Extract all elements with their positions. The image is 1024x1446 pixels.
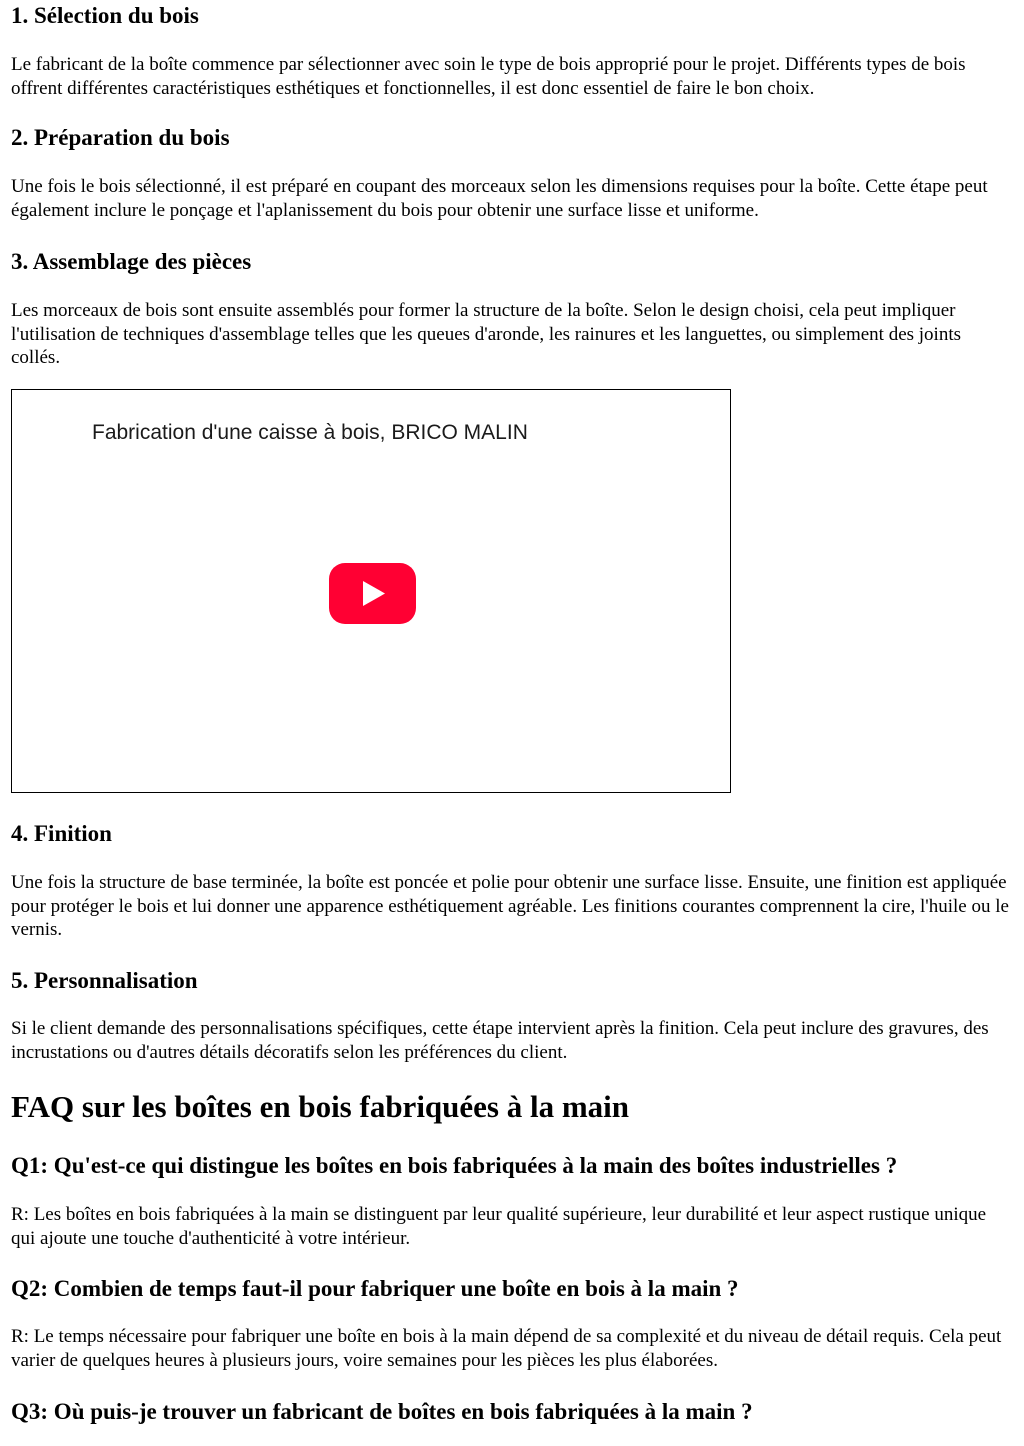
play-button[interactable] bbox=[329, 563, 416, 624]
section-body-personnalisation: Si le client demande des personnalisations spécifiques, cette étape intervient après la finition. Cela peut inclure des gravures, des incrustations ou d'autres détails décoratifs selon les préférences du client. bbox=[11, 1018, 989, 1063]
section-heading-preparation: 2. Préparation du bois bbox=[11, 125, 230, 150]
section-heading-personnalisation: 5. Personnalisation bbox=[11, 968, 198, 993]
section-body-preparation: Une fois le bois sélectionné, il est préparé en coupant des morceaux selon les dimensions requises pour la boîte. Cette étape peut également inclure le ponçage et l'aplanissement du bois pour obtenir une surface lisse et uniforme. bbox=[11, 176, 988, 221]
section-heading-finition: 4. Finition bbox=[11, 821, 112, 846]
faq-question-1: Q1: Qu'est-ce qui distingue les boîtes en bois fabriquées à la main des boîtes industrielles ? bbox=[11, 1153, 898, 1178]
section-heading-selection: 1. Sélection du bois bbox=[11, 3, 199, 28]
faq-answer-2: R: Le temps nécessaire pour fabriquer une boîte en bois à la main dépend de sa complexité et du niveau de détail requis. Cela peut varier de quelques heures à plusieurs jours, voire semaines pour les pièces les plus élaborées. bbox=[11, 1326, 1002, 1371]
section-body-finition: Une fois la structure de base terminée, la boîte est poncée et polie pour obtenir une surface lisse. Ensuite, une finition est appliquée pour protéger le bois et lui donner une apparence esthétiquement agréable. Les finitions courantes comprennent la cire, l'huile ou le vernis. bbox=[11, 872, 1009, 940]
video-title[interactable]: Fabrication d'une caisse à bois, BRICO MALIN bbox=[92, 421, 528, 444]
faq-answer-1: R: Les boîtes en bois fabriquées à la main se distinguent par leur qualité supérieure, leur durabilité et leur aspect rustique unique qui ajoute une touche d'authenticité à votre intérieur. bbox=[11, 1204, 987, 1249]
youtube-play-icon[interactable] bbox=[329, 563, 416, 624]
section-body-assemblage: Les morceaux de bois sont ensuite assemblés pour former la structure de la boîte. Selon le design choisi, cela peut impliquer l'utilisation de techniques d'assemblage telles que les queues d'aronde, les rainures et les languettes, ou simplement des joints collés. bbox=[11, 300, 962, 368]
youtube-video-embed[interactable] bbox=[11, 389, 731, 793]
section-heading-assemblage: 3. Assemblage des pièces bbox=[11, 249, 252, 274]
faq-title: FAQ sur les boîtes en bois fabriquées à la main bbox=[11, 1089, 630, 1124]
faq-question-3: Q3: Où puis-je trouver un fabricant de boîtes en bois fabriquées à la main ? bbox=[11, 1399, 753, 1424]
section-body-selection: Le fabricant de la boîte commence par sélectionner avec soin le type de bois approprié pour le projet. Différents types de bois offrent différentes caractéristiques esthétiques et fonctionnelles, il est donc essentiel de faire le bon choix. bbox=[11, 54, 966, 99]
faq-question-2: Q2: Combien de temps faut-il pour fabriquer une boîte en bois à la main ? bbox=[11, 1276, 739, 1301]
